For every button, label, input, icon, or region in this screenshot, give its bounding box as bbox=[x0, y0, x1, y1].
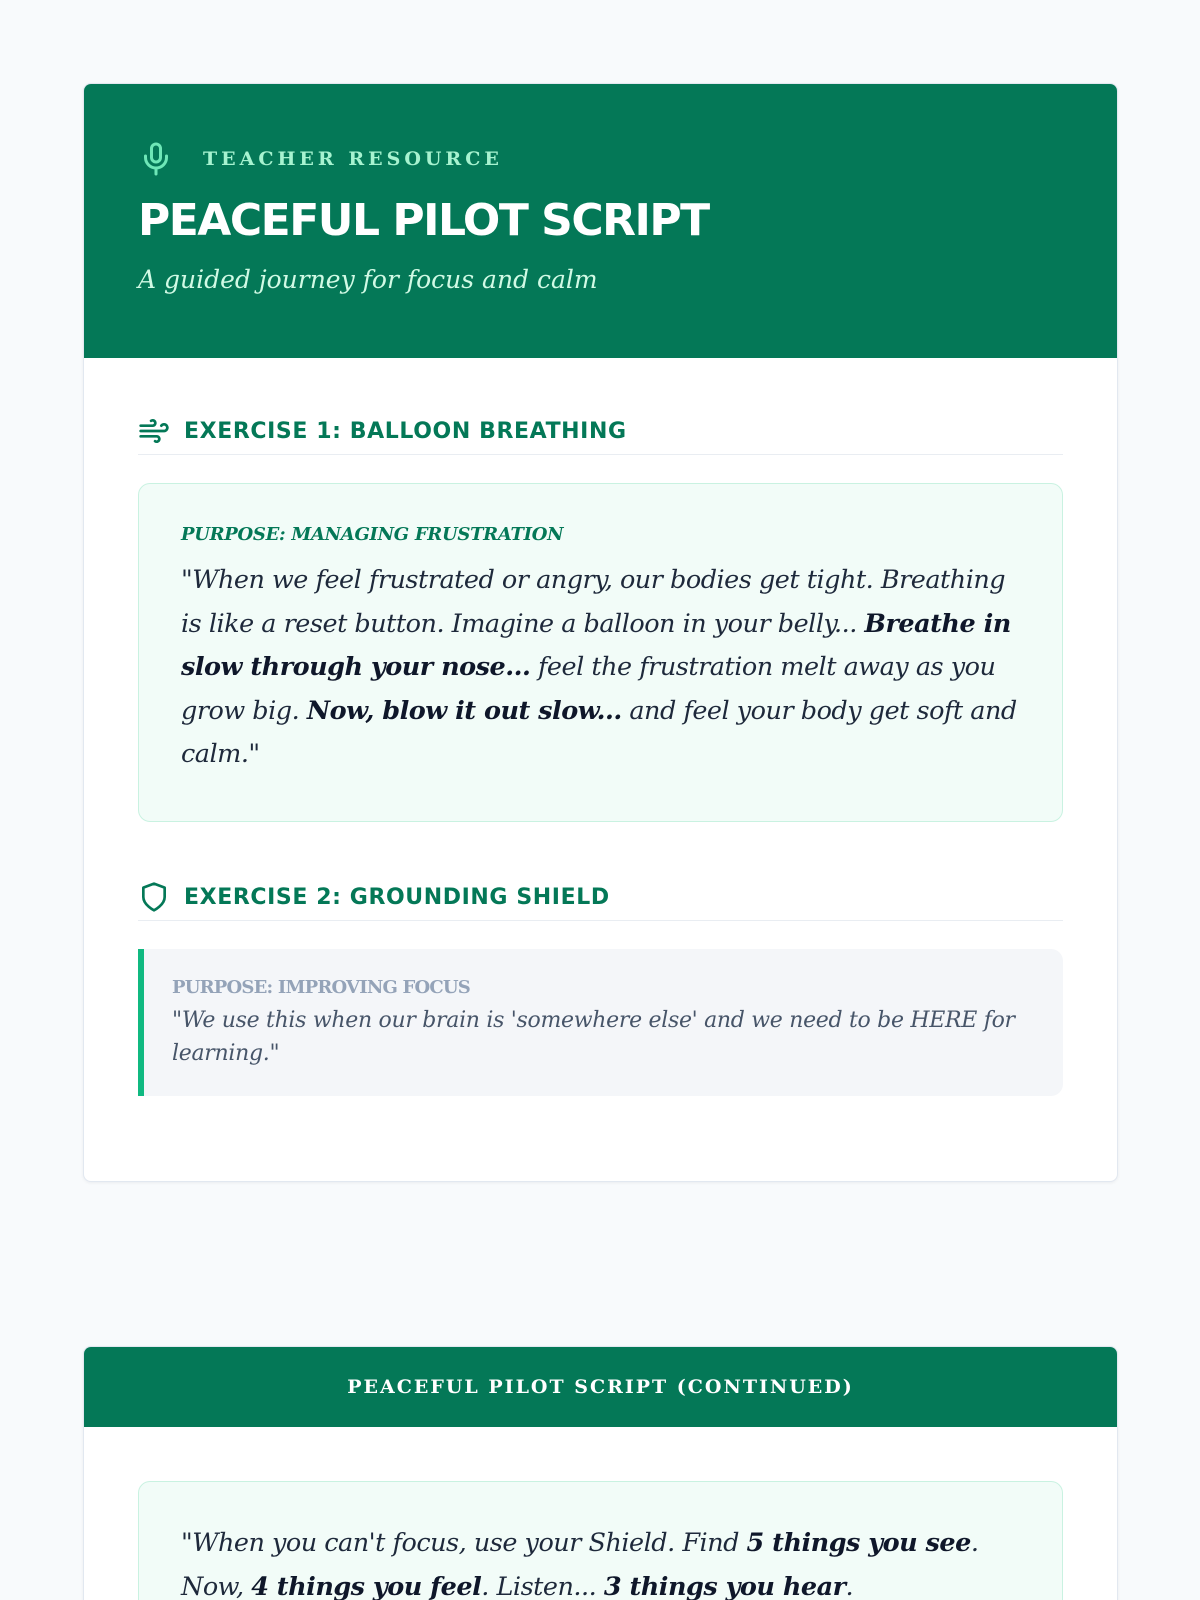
continued-title: PEACEFUL PILOT SCRIPT (CONTINUED) bbox=[347, 1376, 854, 1398]
continued-script: "When you can't focus, use your Shield. Find 5 things you see. Now, 4 things you feel. Listen... 3 things you hear. bbox=[181, 1528, 979, 1600]
continued-header bbox=[84, 1347, 1117, 1427]
script-card bbox=[83, 83, 1118, 1182]
exercise-2-purpose: PURPOSE: IMPROVING FOCUS bbox=[172, 977, 470, 998]
page-subtitle: A guided journey for focus and calm bbox=[138, 265, 598, 294]
page-title: PEACEFUL PILOT SCRIPT bbox=[138, 195, 709, 246]
continued-body bbox=[84, 1481, 1117, 1600]
exercise-2-note: "We use this when our brain is 'somewhere else' and we need to be HERE for learning." bbox=[172, 1008, 1015, 1066]
exercise-2-heading bbox=[138, 874, 1063, 921]
header-banner bbox=[84, 84, 1117, 358]
shield-icon bbox=[138, 881, 170, 913]
exercise-1-script: "When we feel frustrated or angry, our bodies get tight. Breathing is like a reset button. Imagine a balloon in your belly... Breathe in slow through your nose... feel the frustration melt away as you grow big. Now, blow it out slow... and feel your body get soft and calm." bbox=[181, 565, 1017, 769]
exercise-2-title: EXERCISE 2: GROUNDING SHIELD bbox=[184, 884, 610, 910]
eyebrow-label: TEACHER RESOURCE bbox=[203, 148, 503, 170]
wind-icon bbox=[138, 415, 170, 447]
microphone-icon bbox=[138, 141, 174, 177]
continued-card bbox=[83, 1346, 1118, 1600]
eyebrow bbox=[138, 139, 1063, 179]
card-body bbox=[84, 408, 1117, 1096]
exercise-1-purpose: PURPOSE: MANAGING FRUSTRATION bbox=[181, 524, 564, 545]
exercise-1-heading bbox=[138, 408, 1063, 455]
continued-script-box bbox=[138, 1481, 1063, 1600]
exercise-2-note-box bbox=[138, 949, 1063, 1096]
exercise-1-title: EXERCISE 1: BALLOON BREATHING bbox=[184, 418, 627, 444]
exercise-1-script-box bbox=[138, 483, 1063, 822]
